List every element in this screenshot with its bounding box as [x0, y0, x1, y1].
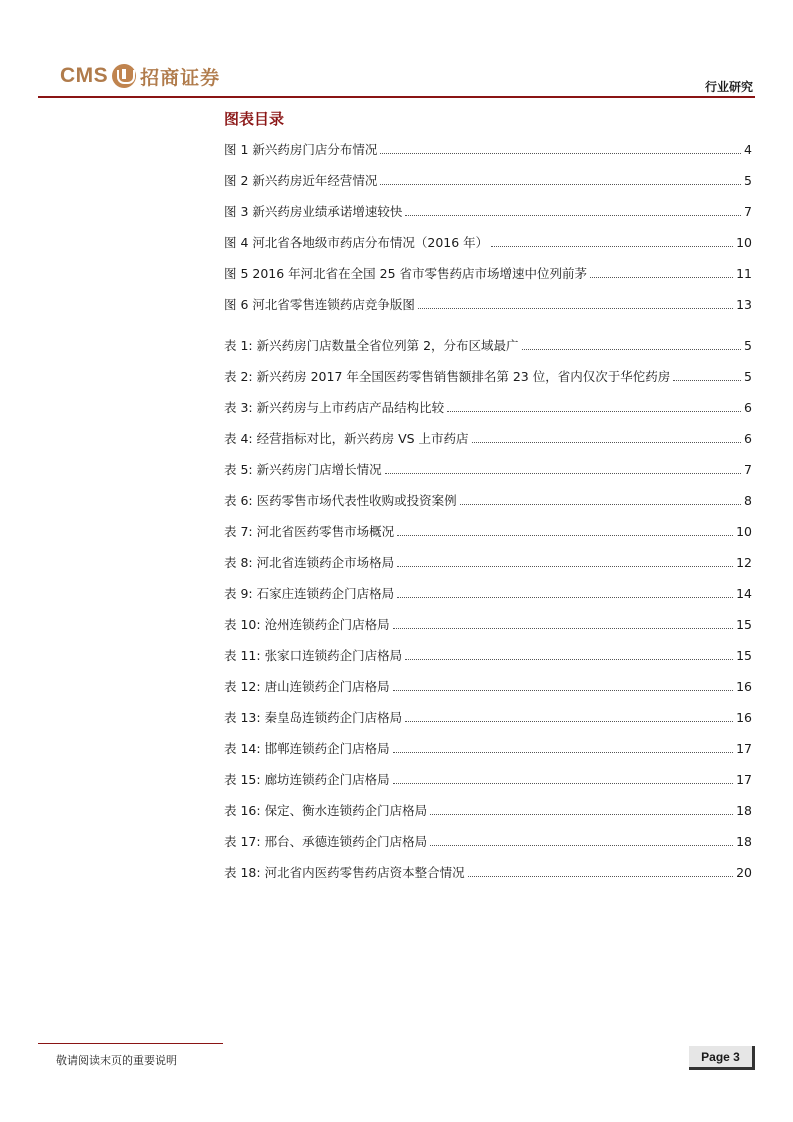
- table-toc-entry[interactable]: [224, 583, 752, 614]
- dot-leader: [397, 597, 733, 598]
- section-label: 行业研究: [704, 80, 753, 94]
- figure-entry-label: 图 3 新兴药房业绩承诺增速较快: [224, 204, 403, 219]
- table-entry-label: 表 10: 沧州连锁药企门店格局: [224, 617, 390, 632]
- table-entry-label: 表 3: 新兴药房与上市药店产品结构比较: [224, 400, 445, 415]
- dot-leader: [673, 380, 741, 381]
- table-entry-page: 7: [744, 462, 752, 477]
- dot-leader: [468, 876, 734, 877]
- table-entry-label: 表 8: 河北省连锁药企市场格局: [224, 555, 395, 570]
- table-entry-page: 17: [736, 741, 752, 756]
- figure-entry-page: 11: [736, 266, 752, 281]
- table-entry-page: 10: [736, 524, 752, 539]
- table-entry-label: 表 11: 张家口连锁药企门店格局: [224, 648, 403, 663]
- table-toc-entry[interactable]: [224, 428, 752, 459]
- toc-list: [224, 139, 752, 893]
- table-entry-page: 8: [744, 493, 752, 508]
- table-entry-page: 6: [744, 400, 752, 415]
- figure-entry-page: 4: [744, 142, 752, 157]
- table-toc-entry[interactable]: [224, 800, 752, 831]
- table-entry-page: 15: [736, 617, 752, 632]
- figure-entry-label: 图 4 河北省各地级市药店分布情况（2016 年）: [224, 235, 489, 250]
- section-gap: [224, 325, 752, 335]
- dot-leader: [397, 566, 733, 567]
- company-logo: [60, 62, 220, 90]
- header-divider: [38, 96, 755, 98]
- table-toc-entry[interactable]: [224, 366, 752, 397]
- table-entry-page: 18: [736, 803, 752, 818]
- figure-toc-entry[interactable]: [224, 201, 752, 232]
- table-entry-page: 14: [736, 586, 752, 601]
- table-toc-entry[interactable]: [224, 552, 752, 583]
- table-entry-page: 16: [736, 679, 752, 694]
- table-entry-page: 17: [736, 772, 752, 787]
- figure-entry-label: 图 1 新兴药房门店分布情况: [224, 142, 378, 157]
- dot-leader: [430, 845, 733, 846]
- table-entry-label: 表 12: 唐山连锁药企门店格局: [224, 679, 390, 694]
- table-list: [224, 335, 752, 893]
- dot-leader: [397, 535, 733, 536]
- figure-entry-label: 图 2 新兴药房近年经营情况: [224, 173, 378, 188]
- dot-leader: [380, 184, 741, 185]
- table-entry-label: 表 18: 河北省内医药零售药店资本整合情况: [224, 865, 465, 880]
- figure-entry-page: 10: [736, 235, 752, 250]
- dot-leader: [491, 246, 733, 247]
- table-entry-page: 18: [736, 834, 752, 849]
- table-toc-entry[interactable]: [224, 707, 752, 738]
- dot-leader: [405, 215, 741, 216]
- dot-leader: [405, 721, 733, 722]
- table-entry-page: 12: [736, 555, 752, 570]
- table-entry-label: 表 9: 石家庄连锁药企门店格局: [224, 586, 395, 601]
- dot-leader: [405, 659, 733, 660]
- figure-entry-page: 7: [744, 204, 752, 219]
- dot-leader: [393, 628, 734, 629]
- table-entry-page: 15: [736, 648, 752, 663]
- dot-leader: [393, 752, 734, 753]
- table-entry-label: 表 7: 河北省医药零售市场概况: [224, 524, 395, 539]
- table-toc-entry[interactable]: [224, 769, 752, 800]
- table-toc-entry[interactable]: [224, 738, 752, 769]
- table-entry-page: 5: [744, 338, 752, 353]
- table-toc-entry[interactable]: [224, 397, 752, 428]
- figure-entry-label: 图 6 河北省零售连锁药店竞争版图: [224, 297, 415, 312]
- table-entry-label: 表 15: 廊坊连锁药企门店格局: [224, 772, 390, 787]
- table-toc-entry[interactable]: [224, 521, 752, 552]
- figure-entry-page: 13: [736, 297, 752, 312]
- logo-latin-text: CMS: [60, 64, 109, 87]
- dot-leader: [430, 814, 733, 815]
- page-number-badge: Page 3: [689, 1046, 755, 1070]
- table-toc-entry[interactable]: [224, 645, 752, 676]
- dot-leader: [522, 349, 742, 350]
- table-toc-entry[interactable]: [224, 459, 752, 490]
- dot-leader: [393, 783, 734, 784]
- figure-entry-page: 5: [744, 173, 752, 188]
- toc-title: 图表目录: [224, 110, 285, 128]
- table-entry-label: 表 2: 新兴药房 2017 年全国医药零售销售额排名第 23 位，省内仅次于华佗药房: [224, 369, 671, 384]
- figure-toc-entry[interactable]: [224, 139, 752, 170]
- table-entry-page: 5: [744, 369, 752, 384]
- table-toc-entry[interactable]: [224, 335, 752, 366]
- table-entry-label: 表 17: 邢台、承德连锁药企门店格局: [224, 834, 428, 849]
- table-toc-entry[interactable]: [224, 490, 752, 521]
- logo-chinese-text: 招商证券: [140, 66, 221, 89]
- dot-leader: [447, 411, 741, 412]
- table-entry-label: 表 4: 经营指标对比，新兴药房 VS 上市药店: [224, 431, 469, 446]
- table-toc-entry[interactable]: [224, 831, 752, 862]
- figure-entry-label: 图 5 2016 年河北省在全国 25 省市零售药店市场增速中位列前茅: [224, 266, 588, 281]
- table-entry-label: 表 13: 秦皇岛连锁药企门店格局: [224, 710, 403, 725]
- dot-leader: [380, 153, 741, 154]
- dot-leader: [418, 308, 733, 309]
- figure-toc-entry[interactable]: [224, 232, 752, 263]
- dot-leader: [385, 473, 741, 474]
- figure-list: [224, 139, 752, 325]
- dot-leader: [393, 690, 734, 691]
- footer-divider: [38, 1043, 223, 1044]
- table-entry-label: 表 5: 新兴药房门店增长情况: [224, 462, 382, 477]
- figure-toc-entry[interactable]: [224, 170, 752, 201]
- dot-leader: [590, 277, 733, 278]
- table-entry-label: 表 14: 邯郸连锁药企门店格局: [224, 741, 390, 756]
- figure-toc-entry[interactable]: [224, 263, 752, 294]
- table-entry-page: 6: [744, 431, 752, 446]
- table-toc-entry[interactable]: [224, 614, 752, 645]
- table-entry-label: 表 6: 医药零售市场代表性收购或投资案例: [224, 493, 457, 508]
- footer-disclaimer: 敬请阅读末页的重要说明: [56, 1054, 177, 1067]
- table-entry-page: 16: [736, 710, 752, 725]
- dot-leader: [460, 504, 741, 505]
- table-toc-entry[interactable]: [224, 676, 752, 707]
- table-toc-entry[interactable]: [224, 862, 752, 893]
- table-entry-label: 表 16: 保定、衡水连锁药企门店格局: [224, 803, 428, 818]
- table-entry-label: 表 1: 新兴药房门店数量全省位列第 2，分布区域最广: [224, 338, 519, 353]
- table-entry-page: 20: [736, 865, 752, 880]
- figure-toc-entry[interactable]: [224, 294, 752, 325]
- logo-emblem-icon: [112, 64, 136, 88]
- dot-leader: [472, 442, 742, 443]
